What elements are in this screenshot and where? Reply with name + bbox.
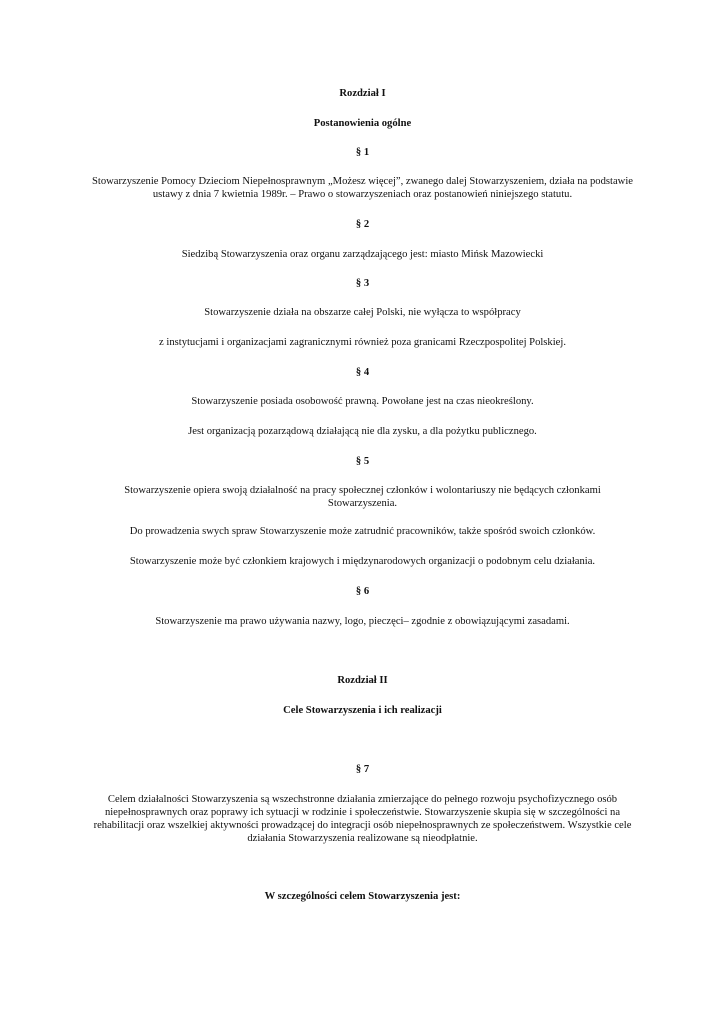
section-5-heading: § 5 <box>355 456 370 467</box>
chapter-2-subtitle: Cele Stowarzyszenia i ich realizacji <box>283 705 442 716</box>
section-4-paragraph-1: Stowarzyszenie posiada osobowość prawną. Powołane jest na czas nieokreślony. <box>191 396 534 407</box>
chapter-1-subtitle: Postanowienia ogólne <box>313 118 412 129</box>
section-1-heading: § 1 <box>355 147 370 158</box>
section-2-paragraph: Siedzibą Stowarzyszenia oraz organu zarządzającego jest: miasto Mińsk Mazowiecki <box>181 249 544 260</box>
section-7-paragraph: Celem działalności Stowarzyszenia są wszechstronne działania zmierzające do pełnego rozwoju psychofizycznego osób niepełnosprawnych oraz poprawy ich sytuacji w rodzinie i społeczeństwie. Stowarzyszenie skupia się w szczególności na rehabilitacji oraz wszelkiej aktywności prowadzącej do integracji osób niepełnosprawnych ze społeczeństwem. Wszystkie cele działania Stowarzyszenia realizowane są nieodpłatnie. <box>93 794 632 844</box>
section-3-heading: § 3 <box>355 278 370 289</box>
section-6-heading: § 6 <box>355 586 370 597</box>
section-1-paragraph: Stowarzyszenie Pomocy Dzieciom Niepełnosprawnym „Możesz więcej”, zwanego dalej Stowarzyszeniem, działa na podstawie ustawy z dnia 7 kwietnia 1989r. – Prawo o stowarzyszeniach oraz postanowień niniejszego statutu. <box>92 176 633 200</box>
section-5-paragraph-1: Stowarzyszenie opiera swoją działalność na pracy społecznej członków i wolontariuszy nie będących członkami Stowarzyszenia. <box>124 485 601 509</box>
chapter-2-title: Rozdział II <box>337 675 388 686</box>
section-3-paragraph-1: Stowarzyszenie działa na obszarze całej Polski, nie wyłącza to współpracy <box>204 307 521 318</box>
section-4-heading: § 4 <box>355 367 370 378</box>
section-2-heading: § 2 <box>355 219 370 230</box>
chapter-2-final-heading: W szczególności celem Stowarzyszenia jest: <box>264 891 461 902</box>
section-7-heading: § 7 <box>355 764 370 775</box>
section-6-paragraph: Stowarzyszenie ma prawo używania nazwy, logo, pieczęci– zgodnie z obowiązującymi zasadami. <box>155 616 570 627</box>
section-4-paragraph-2: Jest organizacją pozarządową działającą nie dla zysku, a dla pożytku publicznego. <box>188 426 537 437</box>
chapter-1-title: Rozdział I <box>339 88 386 99</box>
section-5-paragraph-3: Stowarzyszenie może być członkiem krajowych i międzynarodowych organizacji o podobnym celu działania. <box>129 556 596 567</box>
section-3-paragraph-2: z instytucjami i organizacjami zagranicznymi również poza granicami Rzeczpospolitej Polskiej. <box>159 337 566 348</box>
section-5-paragraph-2: Do prowadzenia swych spraw Stowarzyszenie może zatrudnić pracowników, także spośród swoich członków. <box>129 526 596 537</box>
